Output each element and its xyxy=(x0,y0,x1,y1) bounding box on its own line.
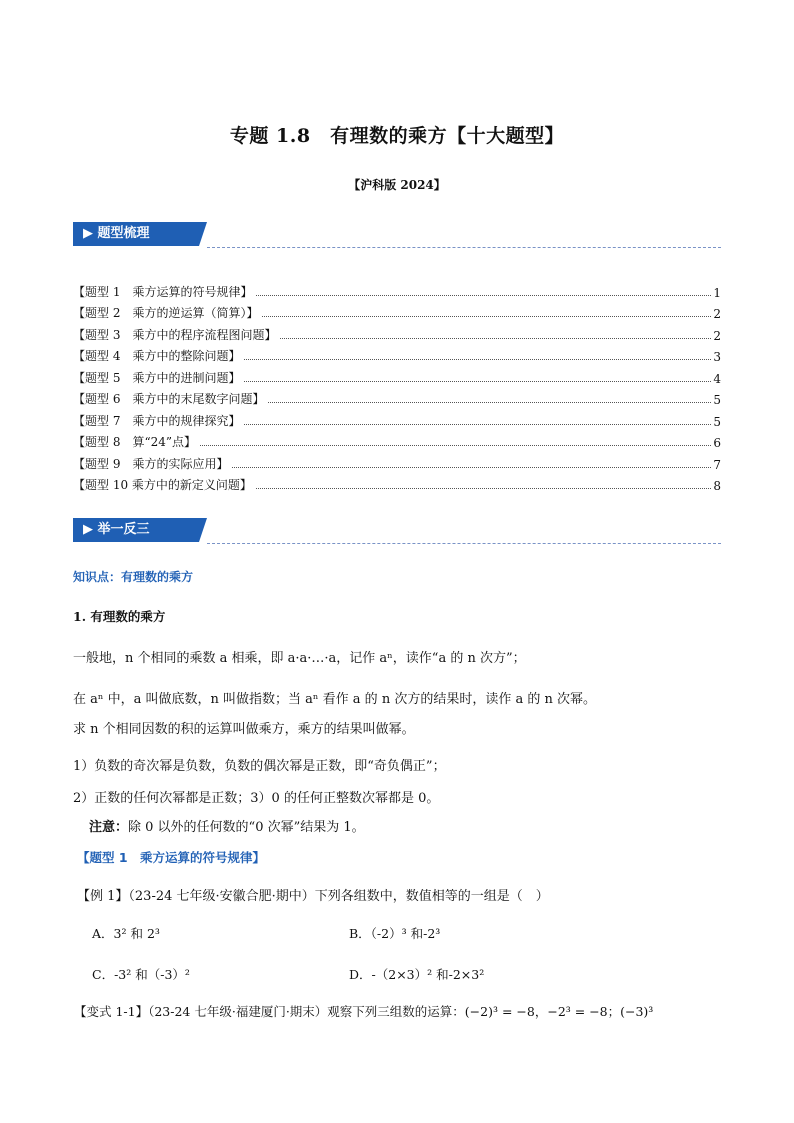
option-d: D．-（2×3）² 和-2×3² xyxy=(349,967,485,982)
toc-item[interactable]: 【题型 10 乘方中的新定义问题】 8 xyxy=(73,478,721,493)
toc-item[interactable]: 【题型 3 乘方中的程序流程图问题】 2 xyxy=(73,327,721,343)
toc-item[interactable]: 【题型 8 算“24”点】 6 xyxy=(73,435,721,450)
section-header-label: ▶ 题型梳理 xyxy=(73,222,199,246)
option-a: A．3² 和 2³ xyxy=(92,926,160,941)
section-header-label: ▶ 举一反三 xyxy=(73,518,199,542)
page-subtitle: 【沪科版 2024】 xyxy=(348,178,446,192)
section-heading: 1. 有理数的乘方 xyxy=(73,609,166,624)
paragraph: 1）负数的奇次幂是负数，负数的偶次幂是正数，即“奇负偶正”； xyxy=(73,759,446,774)
section-header-examples xyxy=(73,518,721,544)
knowledge-point-title: 知识点：有理数的乘方 xyxy=(73,570,194,584)
toc-item[interactable]: 【题型 9 乘方的实际应用】 7 xyxy=(73,456,721,472)
toc-item[interactable]: 【题型 1 乘方运算的符号规律】 1 xyxy=(73,284,721,300)
note-text: 除 0 以外的任何数的“0 次幂”结果为 1。 xyxy=(128,820,365,835)
example-question: 【例 1】（23-24 七年级·安徽合肥·期中）下列各组数中，数值相等的一组是（ ） xyxy=(77,889,549,904)
variant-question: 【变式 1-1】（23-24 七年级·福建厦门·期末）观察下列三组数的运算：(−2)³ = −8，−2³ = −8；(−3)³ xyxy=(74,1004,654,1019)
toc-item[interactable]: 【题型 4 乘方中的整除问题】 3 xyxy=(73,349,721,364)
toc-item[interactable]: 【题型 7 乘方中的规律探究】 5 xyxy=(73,413,721,429)
divider xyxy=(207,543,721,544)
paragraph: 2）正数的任何次幂都是正数；3）0 的任何正整数次幂都是 0。 xyxy=(73,791,440,806)
toc-item[interactable]: 【题型 2 乘方的逆运算（简算）】 2 xyxy=(73,306,721,321)
note xyxy=(89,816,365,835)
toc-item[interactable]: 【题型 6 乘方中的末尾数字问题】 5 xyxy=(73,392,721,407)
paragraph: 求 n 个相同因数的积的运算叫做乘方，乘方的结果叫做幂。 xyxy=(73,722,415,737)
section-header-topics xyxy=(73,222,721,248)
question-type-title: 【题型 1 乘方运算的符号规律】 xyxy=(77,850,266,865)
option-c: C．-3² 和（-3）² xyxy=(92,967,190,982)
toc-item[interactable]: 【题型 5 乘方中的进制问题】 4 xyxy=(73,370,721,386)
table-of-contents xyxy=(73,278,721,493)
option-b: B．（-2）³ 和-2³ xyxy=(349,926,441,941)
paragraph: 一般地，n 个相同的乘数 a 相乘，即 a·a·…·a，记作 aⁿ，读作“a 的 n 次方”； xyxy=(73,651,526,666)
page-title: 专题 1.8 有理数的乘方【十大题型】 xyxy=(229,125,565,147)
divider xyxy=(207,247,721,248)
paragraph: 在 aⁿ 中，a 叫做底数，n 叫做指数；当 aⁿ 看作 a 的 n 次方的结果时，读作 a 的 n 次幂。 xyxy=(73,692,596,707)
note-label: 注意： xyxy=(89,820,129,835)
